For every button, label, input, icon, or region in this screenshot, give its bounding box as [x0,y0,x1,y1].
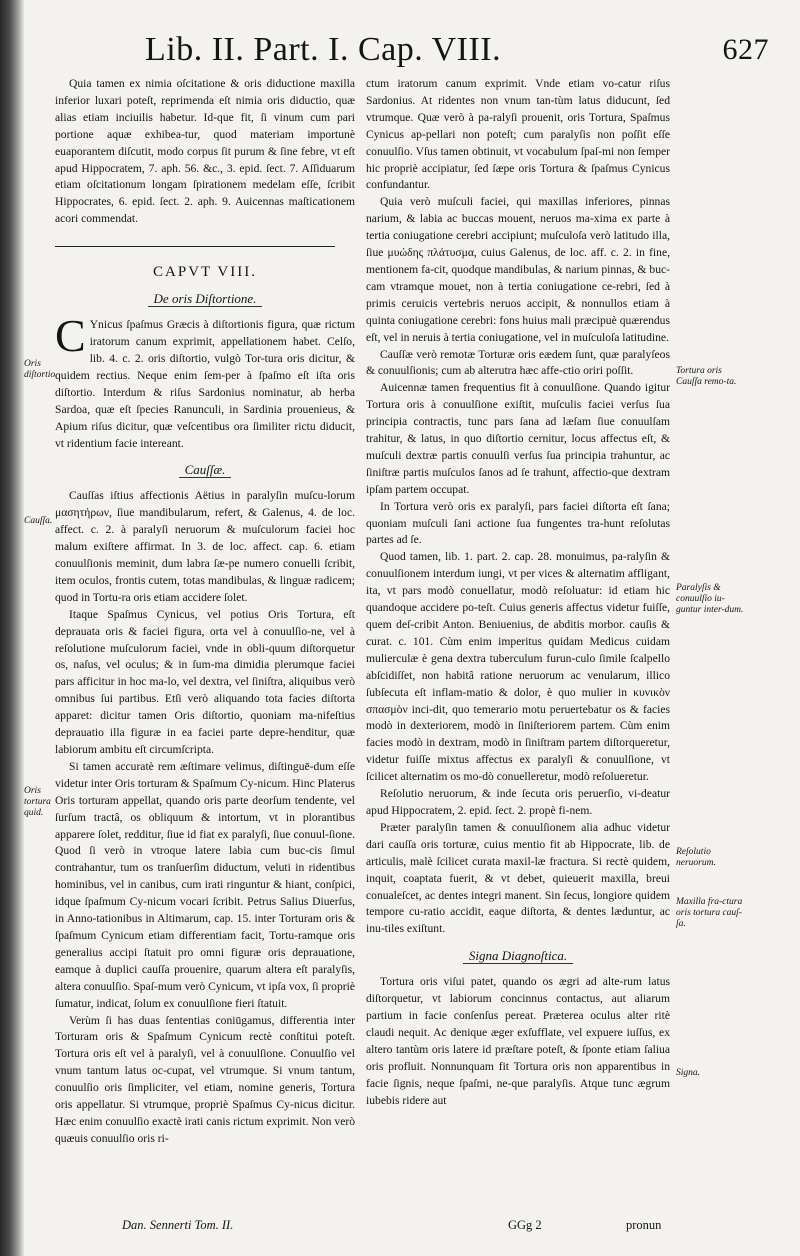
margin-note: Tortura oris Cauſſa remo-ta. [676,366,737,387]
intro-paragraph: Quia tamen ex nimia oſcitatione & oris diductione maxilla inferior luxari poteſt, reprimenda eſt nimia oris diductio, quæ alias etiam inciuilis habetur. Id-que fit, ſi vinum cum pari portione aquæ exhibea-tur, quod materiam importunè euaporantem diſcutit, modo corpus ſit purum & ſine febre, vt eſt apud Hippocratem, 7. aph. 56. &c., 3. epid. ſect. 7. Aſſiduarum etiam oſcitationum longam ſpirationem medelam eſſe, ſcribit Hippocrates, 6. epid. ſect. 2. aph. 9. Auicennas maſticationem acori commendat. [55,77,355,226]
margin-note: Cauſſa. [24,516,53,526]
margin-note: Oris tortura quid. [24,786,51,818]
margin-note: Oris diſtortio. [24,359,58,380]
drop-cap: C [55,310,86,362]
margin-note: Reſolutio neruorum. [676,847,716,868]
margin-note: Paralyſis & conuulſio iu-guntur inter-dum. [676,583,744,615]
body-paragraph: Præter paralyſin tamen & conuulſionem alia adhuc videtur dari cauſſa oris torturæ, cuius mentio fit ab Hippocrate, lib. de articulis, malè ſcilicet curata maxil-læ fractura. Si rectè quidem, inquit, coaptata fuerit, & vt debet, quieuerit maxilla, breui conualeſcet, ac dentes integri manent. Sin ſecus, longiore quidem tempore cu-ratio accidit, eaque diſtorta, & dentes læduntur, ac inu-tiles exiſtunt. [366,820,670,936]
body-paragraph: Si tamen accuratè rem æſtimare velimus, diſtinguē-dum eſſe videtur inter Oris torturam & Spaſmum Cy-nicum. Hinc Platerus Oris torturam appellat, quando oris parte deorſum tendente, vel ſurſum tractâ, os obliquum & intortum, vt in plorantibus apparere ſolet, redditur, ſiue id fiat ex paralyſi, ſiue conuul-ſione. Quod ſi verò in vtroque latere labia cum buc-cis ſimul contrahantur, tum os tranſuerſim diductum, veluti in ridentibus hominibus, vel in canibus, cum irati ringuntur & hiant, conſpici, idque ſpaſmum Cy-nicum vocari ſcribit. Petrus Salius Diuerſus, in Anno-tationibus in Altimarum, cap. 15. inter Torturam oris & ſpaſmum Cynicum etiam differentiam facit, Tortu-ramque oris generalius accipi ſtatuit pro omni figuræ oris deprauatione, eamque à duplici cauſſa prouenire, quarum altera eſt paralyſis, altera conuulſio. Spaſ-mum verò Cynicum, vt ipſa vox, ſi propriè ſumatur, indicat, ſolum ex conuulſione fieri ſtatuit. [55,759,355,1010]
right-column [366,76,670,1109]
body-paragraph: ctum iratorum canum exprimit. Vnde etiam vo-catur riſus Sardonius. At ridentes non vnum tan-tùm latus diducunt, ſed vtrumque. Quæ verò à pa-ralyſi prouenit, oris Tortura, Spaſmus Cynicus ap-pellari non poteſt; cum paralyſis non poſſit eſſe conuulſio. Vſus tamen obtinuit, vt vocabulum ſpaſ-mi non ſemper hic propriè accipiatur, ſed ſæpe oris Tortura & ſpaſmus Cynicus confundantur. [366,77,670,192]
page-header [145,28,775,72]
body-paragraph: Tortura oris viſui patet, quando os ægri ad alte-rum latus diſtorquetur, vt labiorum concinnus contactus, aut aliarum partium in facie conſenſus pereat. Præterea oculus alter ritè claudi nequit. Ac denique æger exſufflate, vel expuere iuſſus, ex altero tantùm oris latere id præſtare poteſt, & ſponte etiam ſaliua oris profluit. Nonnunquam fit Tortura oris non apparentibus in facie ſignis, neque ſpaſmi, ne-que paralyſis. Atque tunc ægrum iubebis ridere aut [366,975,670,1107]
diagnostic-heading-text: Signa Diagnoſtica. [463,948,573,964]
body-paragraph: Cauſſæ verò remotæ Torturæ oris eædem ſunt, quæ paralyſeos & conuulſionis; cum ab alterutra hæc affe-ctio oriri poſſit. [366,347,670,378]
book-binding-shadow [0,0,24,1256]
opening-paragraph-text: Ynicus ſpaſmus Græcis à diſtortionis figura, quæ rictum iratorum canum exprimit, appellationem habet. Celſo, lib. 4. c. 2. oris diſtortio, vulgò Tor-tura oris dicitur, & quidem rectius. Neque enim ſem-per à ſpaſmo eſt iſta oris diſtortio. Interdum & riſus Sardonius nominatur, ab herba Sardoa, quæ eſt ſpecies Ranunculi, in Sardinia prouenieus, & Apium riſus dicitur, quæ veſcentibus ora ſimiliter rictu diducit, vt ridentium facie intereant. [55,318,355,450]
chapter-heading: CAPVT VIII. [153,264,257,281]
body-paragraph: Itaque Spaſmus Cynicus, vel potius Oris Tortura, eſt deprauata oris & faciei figura, orta vel à conuulſio-ne, vel à reſolutione muſculorum faciei, vnde in obli-quum diſtorquetur os, naſus, vel oculus; & in ſum-ma dimidia plerumque faciei pars afficitur in hoc ma-lo, vel dextra, vel ſiniſtra, aliquibus verò omnibus ſui partibus. Etſi verò aliquando tota facies diſtorta apparet: dicitur tamen Oris diſtortio, quoniam ma-nifeſtius deprauatio illa figuræ in ea faciei parte depre-henditur, quæ labiorum ambitu eſt circumſcripta. [55,607,355,756]
margin-note: Maxilla fra-ctura oris tortura cauſ-ſa. [676,897,743,929]
body-paragraph: Quod tamen, lib. 1. part. 2. cap. 28. monuimus, pa-ralyſin & conuulſionem interdum iungi, vt per vices & alternatim affligant, ita, vt pars modò conuellatur, modò reſoluatur: id etiam hic quandoque accidere po-teſt. Cuius generis affectus videtur fuiſſe, quem deſ-cribit Anton. Beniuenius, de abditis morbor. cauſis & curat. c. 101. Cùm enim imperitus quidam Medicus cuidam mulierculæ è gena dextra tuberculum furun-culo ſimile ſcalpello abſcidiſſet, non habitâ ratione neruorum ac venularum, illico ſubſecuta eſt inflam-matio & dolor, è quo mulier in κυνικὸν σπασμὸν inci-dit, quo temerario motu peruertebatur os & facies modò in dexteriorem, modò in ſiniſteriorem partem. Cùm enim facies modò in dextram, modò in ſiniſtram partem diſtorqueretur, videtur fuiſſe mixtus affectus ex paralyſi & conuulſione, vt ſcilicet alternatim os mo-dò conuelleretur, modò reſolueretur. [366,550,670,784]
footer-author: Dan. Sennerti Tom. II. [122,1218,234,1232]
body-paragraph: In Tortura verò oris ex paralyſi, pars faciei diſtorta eſt ſana; quoniam muſculi ſani actione ſua fungentes tra-hunt reſolutas partes ad ſe. [366,499,670,547]
chapter-subtitle [55,289,355,309]
catchword: pronun [626,1218,662,1232]
body-paragraph: Auicennæ tamen frequentius fit à conuulſione. Quando igitur Tortura oris à conuulſione exiſtit, muſculis faciei verſus ſua principia contractis, tunc pars ſana ad læſam ſiue conuulſam trahitur, & latus, in quo diſtortio cernitur, locus affectus eſt, & muſculi dextræ partis conuulſi verſus ſua principia trahuntur, ac ſiniſtræ partis muſculos ſanos ad ſe trahunt, affectio-que dextram ipſam partem occupat. [366,381,670,496]
section-divider [55,246,335,247]
left-column [55,76,355,1148]
causes-heading [55,460,355,480]
body-paragraph: Verùm ſi has duas ſententias coniūgamus, differentia inter Torturam oris & Spaſmum Cynicum rectè conſtitui poteſt. Tortura oris eſt vel à paralyſi, vel à conuulſione. Conuulſio vel vnum tantum latus oc-cupat, vel vtrumque. Si vnum tantum, conuulſio oris ſimpliciter, vel etiam, nomine generis, Tortura oris appellatur. Si vtrumque, propriè Spaſmus Cy-nicus dicitur. Hæc enim conuulſio exactè irati canis rictum exprimit. Non verò quæuis conuulſio oris ri- [55,1013,355,1145]
running-title: Lib. II. Part. I. Cap. VIII. [145,31,502,68]
body-paragraph: Cauſſas iſtius affectionis Aëtius in paralyſin muſcu-lorum μασητήρων, ſiue mandibularum, refert, & Galenus, 4. de loc. affect. c. 2. à paralyſi neruorum & muſculorum faciei hoc malum exiſtere affirmat. In 3. de loc. affect. cap. 6. etiam conuulſionis meminit, dum labra ſæ-pe numero conuelli ſcribit, item oculos, frontis cutem, totas mandibulas, & linguæ radicem; quod in Tortu-ra oris etiam accidere ſolet. [55,489,355,604]
chapter-subtitle-text: De oris Diſtortione. [148,291,263,307]
diagnostic-heading [366,946,670,966]
signature-mark: GGg 2 [508,1218,542,1232]
causes-heading-text: Cauſſæ. [179,462,232,478]
body-paragraph: Reſolutio neruorum, & inde ſecuta oris peruerſio, vi-deatur apud Hippocratem, 2. epid. ſect. 2. propè fi-nem. [366,787,670,817]
margin-note: Signa. [676,1068,701,1078]
page-number: 627 [722,33,769,66]
opening-paragraph [55,310,355,452]
body-paragraph: Quia verò muſculi faciei, qui maxillas inferiores, pinnas narium, & labia ac buccas mouent, neruos ma-xima ex parte à tertia coniugatione cerebri accipiunt; muſculoſa verò latitudo illa, ſiue μυώδης πλάτυσμα, cuius Galenus, de loc. aff. c. 2. in fine, mentionem fa-cit, quodque mandibulas, & narium pinnas, & buc-cam vtramque mouet, non à tertia coniugatione ce-rebri, ſed à primis ceruicis vertebris neruos accipit, & nonnullos etiam à quinta coniugatione cerebri: fons huius mali præcipuè quærendus eſt, vel in neruis à tertia coniugatione, vel in muſculoſa latitudine. [366,195,670,344]
